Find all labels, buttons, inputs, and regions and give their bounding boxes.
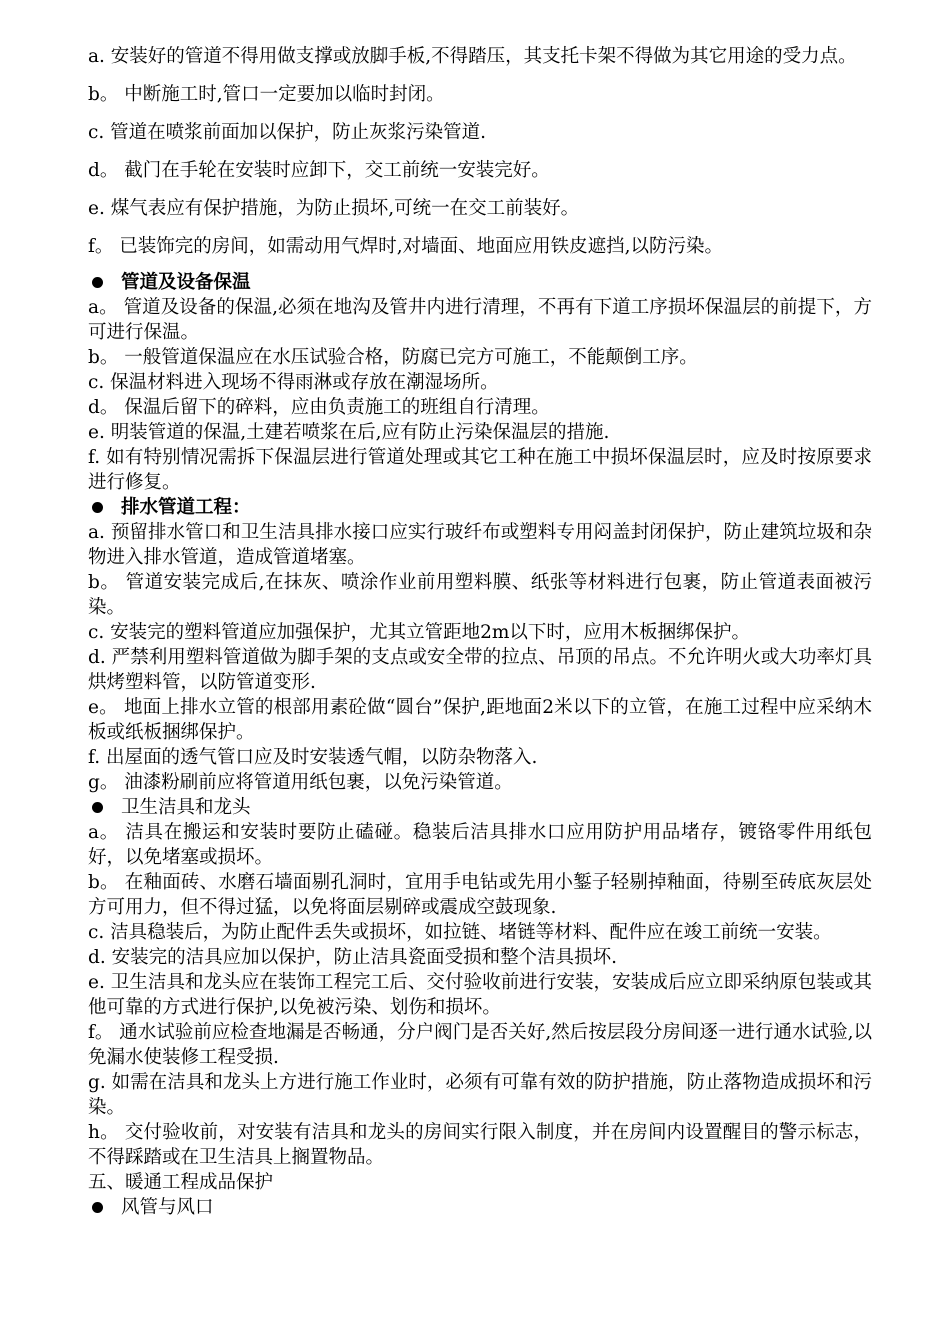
bullet-icon <box>92 277 103 288</box>
insulation-heading-text: 管道及设备保温 <box>121 272 251 293</box>
duct-heading <box>88 1195 872 1220</box>
insulation-item-b: b。 一般管道保温应在水压试验合格，防腐已完方可施工，不能颠倒工序。 <box>88 347 698 368</box>
drainage-item-e: e。 地面上排水立管的根部用素砼做“圆台”保护,距地面2米以下的立管，在施工过程中应采纳木板或纸板捆绑保护。 <box>88 697 872 743</box>
insulation-item-e: e. 明装管道的保温,土建若喷浆在后,应有防止污染保温层的措施. <box>88 422 610 443</box>
drainage-item-f: f. 出屋面的透气管口应及时安装透气帽，以防杂物落入. <box>88 747 538 768</box>
insulation-item-a: a。 管道及设备的保温,必须在地沟及管井内进行清理，不再有下道工序损坏保温层的前提下，方可进行保温。 <box>88 297 872 343</box>
paragraph-e: e. 煤气表应有保护措施，为防止损坏,可统一在交工前装好。 <box>88 198 580 219</box>
sanitary-item-b: b。 在釉面砖、水磨石墙面剔孔洞时，宜用手电钻或先用小錾子轻剔掉釉面，待剔至砖底灰层处方可用力，但不得过猛，以免将面层剔碎或震成空鼓现象. <box>88 872 872 918</box>
bullet-icon <box>92 802 103 813</box>
drainage-item-g: g。 油漆粉刷前应将管道用纸包裹，以免污染管道。 <box>88 772 513 793</box>
sanitary-item-e: e. 卫生洁具和龙头应在装饰工程完工后、交付验收前进行安装，安装成后应立即采纳原包装或其他可靠的方式进行保护,以免被污染、划伤和损坏。 <box>88 972 872 1018</box>
drainage-heading <box>88 495 872 520</box>
insulation-heading <box>88 270 872 295</box>
drainage-item-c: c. 安装完的塑料管道应加强保护，尤其立管距地2m以下时，应用木板捆绑保护。 <box>88 622 750 643</box>
intro-section <box>88 40 872 264</box>
duct-heading-text: 风管与风口 <box>121 1197 214 1218</box>
sanitary-item-d: d. 安装完的洁具应加以保护，防止洁具瓷面受损和整个洁具损坏. <box>88 947 617 968</box>
sanitary-heading-text: 卫生洁具和龙头 <box>121 797 251 818</box>
paragraph-a: a. 安装好的管道不得用做支撑或放脚手板,不得踏压，其支托卡架不得做为其它用途的受力点。 <box>88 46 857 67</box>
drainage-item-b: b。 管道安装完成后,在抹灰、喷涂作业前用塑料膜、纸张等材料进行包裹，防止管道表面被污染。 <box>88 572 872 618</box>
paragraph-d: d。 截门在手轮在安装时应卸下，交工前统一安装完好。 <box>88 160 550 181</box>
paragraph-f: f。 已装饰完的房间，如需动用气焊时,对墙面、地面应用铁皮遮挡,以防污染。 <box>88 236 723 257</box>
insulation-item-d: d。 保温后留下的碎料，应由负责施工的班组自行清理。 <box>88 397 550 418</box>
sanitary-item-a: a。 洁具在搬运和安装时要防止磕碰。稳装后洁具排水口应用防护用品堵存，镀铬零件用纸包好，以免堵塞或损坏。 <box>88 822 872 868</box>
sanitary-item-h: h。 交付验收前，对安装有洁具和龙头的房间实行限入制度，并在房间内设置醒目的警示标志，不得踩踏或在卫生洁具上搁置物品。 <box>88 1122 872 1168</box>
sanitary-heading <box>88 795 872 820</box>
bullet-icon <box>92 502 103 513</box>
drainage-item-a: a. 预留排水管口和卫生洁具排水接口应实行玻纤布或塑料专用闷盖封闭保护，防止建筑垃圾和杂物进入排水管道，造成管道堵塞。 <box>88 522 872 568</box>
sanitary-item-f: f。 通水试验前应检查地漏是否畅通，分户阀门是否关好,然后按层段分房间逐一进行通水试验,以免漏水使装修工程受损. <box>88 1022 872 1068</box>
drainage-heading-text: 排水管道工程： <box>121 497 251 518</box>
sanitary-item-c: c. 洁具稳装后，为防止配件丢失或损坏，如拉链、堵链等材料、配件应在竣工前统一安装。 <box>88 922 832 943</box>
drainage-item-d: d. 严禁利用塑料管道做为脚手架的支点或安全带的拉点、吊顶的吊点。不允许明火或大功率灯具烘烤塑料管，以防管道变形. <box>88 647 872 693</box>
insulation-item-c: c. 保温材料进入现场不得雨淋或存放在潮湿场所。 <box>88 372 499 393</box>
bullet-icon <box>92 1202 103 1213</box>
paragraph-b: b。 中断施工时,管口一定要加以临时封闭。 <box>88 84 445 105</box>
insulation-item-f: f. 如有特别情况需拆下保温层进行管道处理或其它工种在施工中损坏保温层时，应及时按原要求进行修复。 <box>88 447 872 493</box>
sanitary-item-g: g. 如需在洁具和龙头上方进行施工作业时，必须有可靠有效的防护措施，防止落物造成损坏和污染。 <box>88 1072 872 1118</box>
paragraph-c: c. 管道在喷浆前面加以保护，防止灰浆污染管道. <box>88 122 487 143</box>
body-section <box>88 270 872 1220</box>
section-five-title: 五、暖通工程成品保护 <box>88 1172 274 1193</box>
